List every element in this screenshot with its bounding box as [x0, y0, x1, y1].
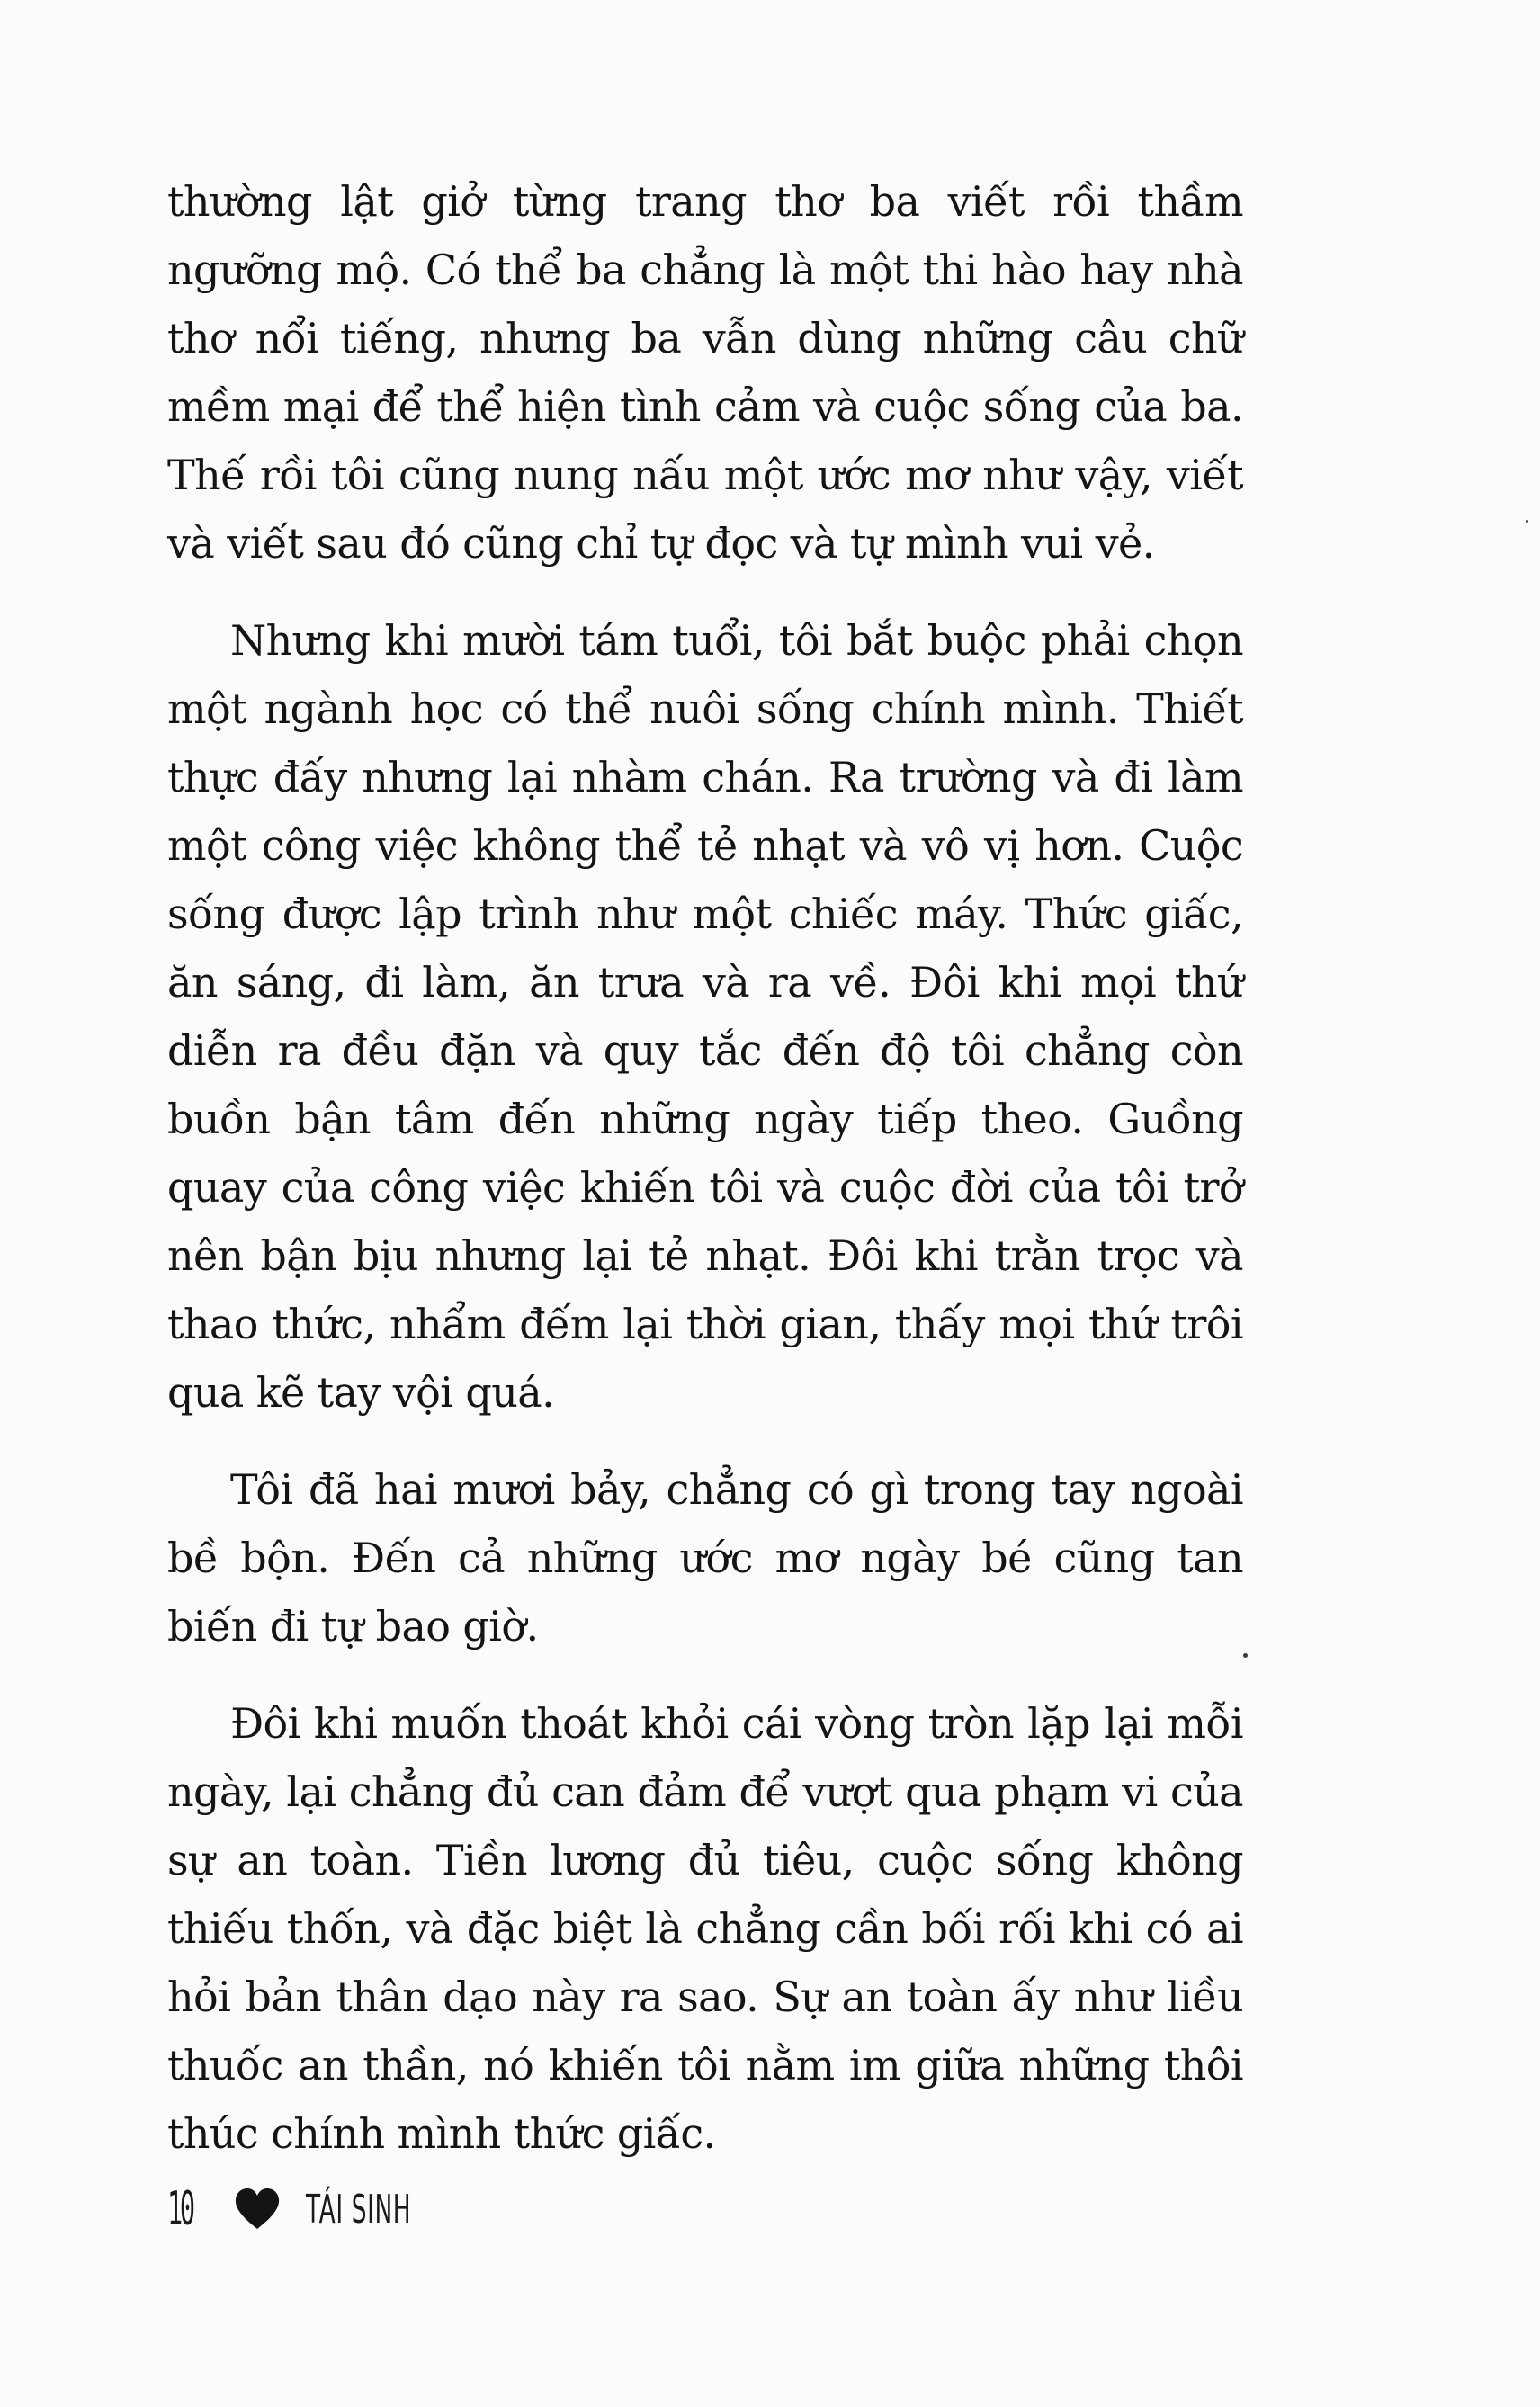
- heart-icon: [234, 2188, 281, 2231]
- page-number: 10: [167, 2182, 192, 2236]
- paragraph-2: Nhưng khi mười tám tuổi, tôi bắt buộc phải chọn một ngành học có thể nuôi sống chính mình. Thiết thực đấy nhưng lại nhàm chán. Ra trường và đi làm một công việc không thể tẻ nhạt và vô vị hơn. Cuộc sống được lập trình như một chiếc máy. Thức giấc, ăn sáng, đi làm, ăn trưa và ra về. Đôi khi mọi thứ diễn ra đều đặn và quy tắc đến độ tôi chẳng còn buồn bận tâm đến những ngày tiếp theo. Guồng quay của công việc khiến tôi và cuộc đời của tôi trở nên bận bịu nhưng lại tẻ nhạt. Đôi khi trằn trọc và thao thức, nhẩm đếm lại thời gian, thấy mọi thứ trôi qua kẽ tay vội quá.: [167, 616, 1243, 1417]
- book-title: TÁI SINH: [306, 2186, 412, 2233]
- scan-speck: [1526, 520, 1528, 523]
- page-body-text: [167, 167, 1243, 2197]
- paragraph-3: Tôi đã hai mươi bảy, chẳng có gì trong tay ngoài bề bộn. Đến cả những ước mơ ngày bé cũng tan biến đi tự bao giờ.: [167, 1465, 1243, 1651]
- scan-speck: [1243, 1653, 1248, 1658]
- paragraph-1: thường lật giở từng trang thơ ba viết rồi thầm ngưỡng mộ. Có thể ba chẳng là một thi hào hay nhà thơ nổi tiếng, nhưng ba vẫn dùng những câu chữ mềm mại để thể hiện tình cảm và cuộc sống của ba. Thế rồi tôi cũng nung nấu một ước mơ như vậy, viết và viết sau đó cũng chỉ tự đọc và tự mình vui vẻ.: [167, 177, 1243, 568]
- paragraph-4: Đôi khi muốn thoát khỏi cái vòng tròn lặp lại mỗi ngày, lại chẳng đủ can đảm để vượt qua phạm vi của sự an toàn. Tiền lương đủ tiêu, cuộc sống không thiếu thốn, và đặc biệt là chẳng cần bối rối khi có ai hỏi bản thân dạo này ra sao. Sự an toàn ấy như liều thuốc an thần, nó khiến tôi nằm im giữa những thôi thúc chính mình thức giấc.: [167, 1699, 1243, 2158]
- page-footer: [167, 2182, 481, 2236]
